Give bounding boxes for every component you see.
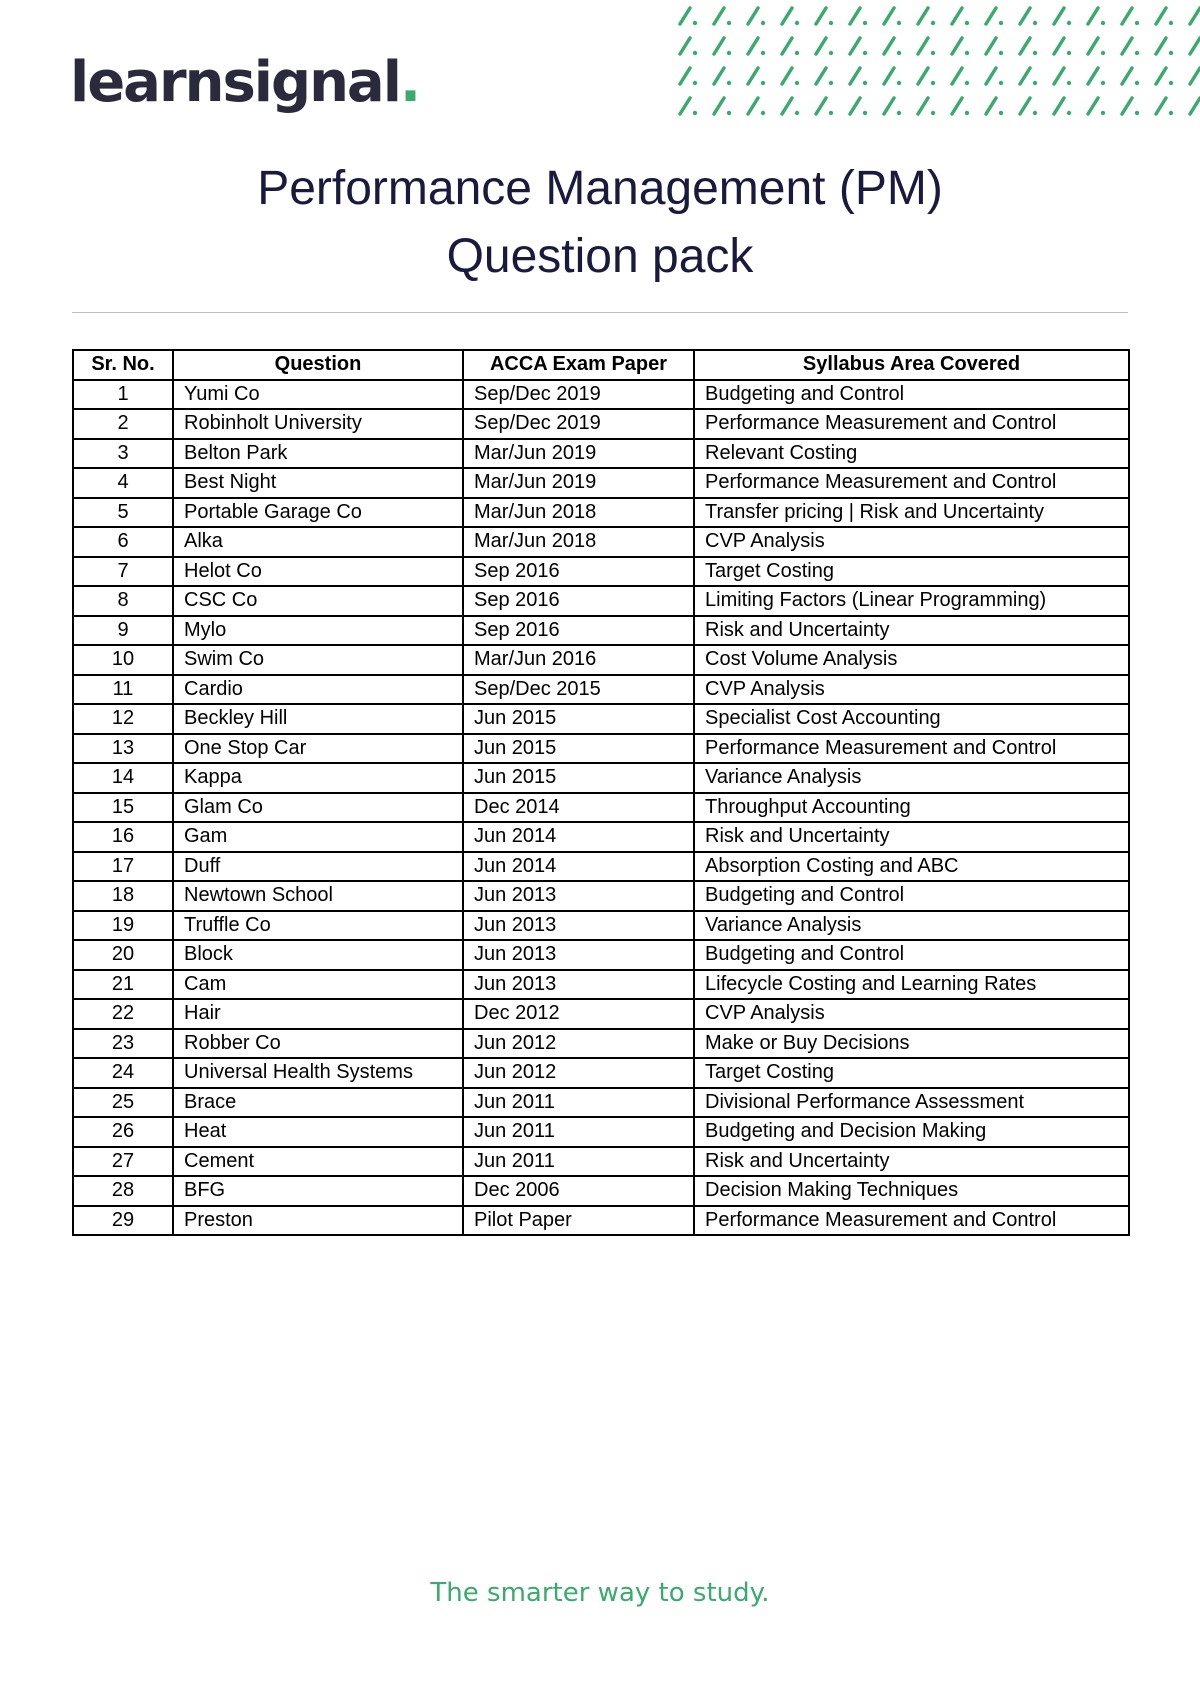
dot-mark	[931, 51, 935, 55]
table-row	[73, 1058, 1129, 1088]
dot-mark	[1067, 81, 1071, 85]
cell-syllabus-area: Divisional Performance Assessment	[694, 1088, 1129, 1118]
dot-mark	[1067, 21, 1071, 25]
header-sr-no: Sr. No.	[73, 350, 173, 380]
dot-mark	[965, 21, 969, 25]
cell-sr-no: 5	[73, 498, 173, 528]
cell-sr-no: 9	[73, 616, 173, 646]
cell-sr-no: 15	[73, 793, 173, 823]
cell-syllabus-area: Lifecycle Costing and Learning Rates	[694, 970, 1129, 1000]
table-row	[73, 734, 1129, 764]
slash-mark	[714, 68, 724, 84]
slash-mark	[1054, 8, 1064, 24]
dot-mark	[727, 111, 731, 115]
slash-mark	[918, 68, 928, 84]
slash-mark	[1190, 8, 1200, 24]
cell-question: Yumi Co	[173, 380, 463, 410]
slash-mark	[748, 38, 758, 54]
cell-exam-paper: Mar/Jun 2016	[463, 645, 694, 675]
slash-mark	[1122, 38, 1132, 54]
slash-mark	[850, 8, 860, 24]
dot-mark	[1101, 81, 1105, 85]
cell-sr-no: 16	[73, 822, 173, 852]
table-row	[73, 675, 1129, 705]
cell-exam-paper: Sep 2016	[463, 557, 694, 587]
dot-mark	[999, 81, 1003, 85]
cell-syllabus-area: Performance Measurement and Control	[694, 1206, 1129, 1236]
cell-exam-paper: Sep/Dec 2019	[463, 380, 694, 410]
cell-syllabus-area: Cost Volume Analysis	[694, 645, 1129, 675]
table-row	[73, 911, 1129, 941]
table-row	[73, 881, 1129, 911]
cell-sr-no: 10	[73, 645, 173, 675]
cell-question: Beckley Hill	[173, 704, 463, 734]
dot-mark	[931, 81, 935, 85]
slash-mark	[918, 98, 928, 114]
dot-mark	[727, 81, 731, 85]
table-row	[73, 439, 1129, 469]
cell-question: Best Night	[173, 468, 463, 498]
dot-mark	[999, 21, 1003, 25]
cell-sr-no: 14	[73, 763, 173, 793]
dot-mark	[931, 21, 935, 25]
cell-sr-no: 26	[73, 1117, 173, 1147]
dot-mark	[829, 51, 833, 55]
slash-mark	[1156, 68, 1166, 84]
cell-question: Truffle Co	[173, 911, 463, 941]
cell-exam-paper: Sep/Dec 2019	[463, 409, 694, 439]
slash-mark	[1156, 38, 1166, 54]
dot-mark	[829, 111, 833, 115]
cell-question: Newtown School	[173, 881, 463, 911]
slash-mark	[986, 38, 996, 54]
dot-mark	[965, 111, 969, 115]
slash-mark	[918, 38, 928, 54]
cell-question: BFG	[173, 1176, 463, 1206]
cell-sr-no: 24	[73, 1058, 173, 1088]
dot-mark	[897, 81, 901, 85]
cell-sr-no: 19	[73, 911, 173, 941]
cell-question: Universal Health Systems	[173, 1058, 463, 1088]
cell-syllabus-area: Specialist Cost Accounting	[694, 704, 1129, 734]
cell-sr-no: 6	[73, 527, 173, 557]
slash-mark	[1088, 38, 1098, 54]
cell-syllabus-area: Budgeting and Decision Making	[694, 1117, 1129, 1147]
slash-mark	[884, 68, 894, 84]
cell-syllabus-area: Performance Measurement and Control	[694, 734, 1129, 764]
cell-syllabus-area: Target Costing	[694, 1058, 1129, 1088]
dot-mark	[863, 81, 867, 85]
cell-exam-paper: Jun 2013	[463, 911, 694, 941]
dot-mark	[1101, 21, 1105, 25]
cell-exam-paper: Jun 2015	[463, 734, 694, 764]
cell-syllabus-area: Throughput Accounting	[694, 793, 1129, 823]
slash-mark	[714, 38, 724, 54]
cell-exam-paper: Jun 2012	[463, 1029, 694, 1059]
dot-mark	[795, 21, 799, 25]
dot-mark	[999, 51, 1003, 55]
cell-exam-paper: Sep/Dec 2015	[463, 675, 694, 705]
cell-exam-paper: Jun 2014	[463, 822, 694, 852]
cell-exam-paper: Jun 2015	[463, 763, 694, 793]
cell-question: Hair	[173, 999, 463, 1029]
table-row	[73, 763, 1129, 793]
cell-question: Robinholt University	[173, 409, 463, 439]
slash-mark	[850, 68, 860, 84]
dot-mark	[1067, 111, 1071, 115]
slash-mark	[1020, 38, 1030, 54]
slash-mark	[1190, 98, 1200, 114]
cell-exam-paper: Mar/Jun 2018	[463, 527, 694, 557]
table-row	[73, 1206, 1129, 1236]
table-row	[73, 704, 1129, 734]
cell-question: Belton Park	[173, 439, 463, 469]
cell-question: Alka	[173, 527, 463, 557]
slash-mark	[1020, 98, 1030, 114]
table-row	[73, 822, 1129, 852]
table-row	[73, 557, 1129, 587]
table-row	[73, 852, 1129, 882]
slash-mark	[1054, 68, 1064, 84]
table-row	[73, 970, 1129, 1000]
cell-question: Cardio	[173, 675, 463, 705]
slash-mark	[986, 98, 996, 114]
cell-syllabus-area: Budgeting and Control	[694, 380, 1129, 410]
cell-sr-no: 23	[73, 1029, 173, 1059]
table-body	[73, 380, 1129, 1236]
cell-exam-paper: Jun 2012	[463, 1058, 694, 1088]
cell-exam-paper: Mar/Jun 2018	[463, 498, 694, 528]
table-row	[73, 468, 1129, 498]
dot-mark	[1033, 111, 1037, 115]
cell-sr-no: 11	[73, 675, 173, 705]
dot-mark	[1169, 81, 1173, 85]
slash-mark	[714, 98, 724, 114]
slash-mark	[1088, 68, 1098, 84]
cell-exam-paper: Jun 2011	[463, 1147, 694, 1177]
dot-mark	[761, 21, 765, 25]
cell-exam-paper: Mar/Jun 2019	[463, 439, 694, 469]
table-row	[73, 1088, 1129, 1118]
dot-mark	[829, 81, 833, 85]
slash-mark	[952, 68, 962, 84]
cell-sr-no: 25	[73, 1088, 173, 1118]
logo-text: learnsignal	[70, 50, 400, 115]
dot-mark	[897, 21, 901, 25]
dot-mark	[829, 21, 833, 25]
dot-mark	[795, 111, 799, 115]
slash-mark	[1190, 38, 1200, 54]
cell-question: Glam Co	[173, 793, 463, 823]
cell-question: Block	[173, 940, 463, 970]
dot-mark	[795, 51, 799, 55]
table-row	[73, 645, 1129, 675]
slash-mark	[680, 8, 690, 24]
slash-mark	[850, 98, 860, 114]
table-row	[73, 1147, 1129, 1177]
dot-mark	[1135, 111, 1139, 115]
cell-question: Swim Co	[173, 645, 463, 675]
cell-exam-paper: Jun 2015	[463, 704, 694, 734]
question-table	[72, 349, 1130, 1236]
cell-question: Cam	[173, 970, 463, 1000]
dot-mark	[999, 111, 1003, 115]
cell-question: Cement	[173, 1147, 463, 1177]
header-question: Question	[173, 350, 463, 380]
table-row	[73, 409, 1129, 439]
dot-mark	[1135, 81, 1139, 85]
cell-question: CSC Co	[173, 586, 463, 616]
cell-syllabus-area: Risk and Uncertainty	[694, 1147, 1129, 1177]
slash-mark	[748, 8, 758, 24]
cell-exam-paper: Mar/Jun 2019	[463, 468, 694, 498]
cell-question: Heat	[173, 1117, 463, 1147]
cell-sr-no: 29	[73, 1206, 173, 1236]
cell-syllabus-area: CVP Analysis	[694, 999, 1129, 1029]
cell-sr-no: 27	[73, 1147, 173, 1177]
cell-sr-no: 3	[73, 439, 173, 469]
dot-mark	[1169, 111, 1173, 115]
slash-mark	[1020, 68, 1030, 84]
dot-mark	[965, 81, 969, 85]
cell-exam-paper: Sep 2016	[463, 616, 694, 646]
footer-tagline: The smarter way to study.	[430, 1578, 770, 1608]
dot-mark	[1033, 51, 1037, 55]
cell-syllabus-area: Variance Analysis	[694, 763, 1129, 793]
cell-syllabus-area: CVP Analysis	[694, 527, 1129, 557]
dot-mark	[897, 111, 901, 115]
dot-mark	[1169, 51, 1173, 55]
slash-mark	[816, 38, 826, 54]
dot-mark	[761, 111, 765, 115]
table-row	[73, 940, 1129, 970]
cell-exam-paper: Jun 2013	[463, 940, 694, 970]
cell-sr-no: 18	[73, 881, 173, 911]
table-row	[73, 1029, 1129, 1059]
table-row	[73, 380, 1129, 410]
dot-mark	[897, 51, 901, 55]
cell-syllabus-area: Transfer pricing | Risk and Uncertainty	[694, 498, 1129, 528]
cell-sr-no: 4	[73, 468, 173, 498]
cell-syllabus-area: Target Costing	[694, 557, 1129, 587]
cell-syllabus-area: Budgeting and Control	[694, 940, 1129, 970]
slash-mark	[816, 68, 826, 84]
dot-mark	[727, 51, 731, 55]
cell-exam-paper: Jun 2014	[463, 852, 694, 882]
decorative-slash-pattern	[670, 0, 1200, 130]
cell-sr-no: 7	[73, 557, 173, 587]
dot-mark	[693, 21, 697, 25]
cell-sr-no: 28	[73, 1176, 173, 1206]
dot-mark	[863, 111, 867, 115]
dot-mark	[693, 51, 697, 55]
dot-mark	[795, 81, 799, 85]
cell-exam-paper: Dec 2014	[463, 793, 694, 823]
slash-mark	[782, 98, 792, 114]
cell-sr-no: 21	[73, 970, 173, 1000]
cell-syllabus-area: Budgeting and Control	[694, 881, 1129, 911]
cell-syllabus-area: Risk and Uncertainty	[694, 822, 1129, 852]
cell-question: Portable Garage Co	[173, 498, 463, 528]
slash-mark	[782, 38, 792, 54]
title-divider	[72, 312, 1128, 313]
slash-mark	[1088, 8, 1098, 24]
title-line-2: Question pack	[446, 230, 754, 283]
slash-mark	[884, 38, 894, 54]
cell-question: Gam	[173, 822, 463, 852]
slash-mark	[1156, 98, 1166, 114]
cell-exam-paper: Pilot Paper	[463, 1206, 694, 1236]
cell-sr-no: 2	[73, 409, 173, 439]
cell-question: One Stop Car	[173, 734, 463, 764]
table-row	[73, 793, 1129, 823]
cell-syllabus-area: Decision Making Techniques	[694, 1176, 1129, 1206]
cell-exam-paper: Dec 2006	[463, 1176, 694, 1206]
cell-question: Duff	[173, 852, 463, 882]
learnsignal-logo	[70, 50, 419, 115]
slash-mark	[782, 68, 792, 84]
slash-mark	[986, 8, 996, 24]
cell-syllabus-area: Limiting Factors (Linear Programming)	[694, 586, 1129, 616]
dot-mark	[693, 81, 697, 85]
slash-mark	[680, 38, 690, 54]
dot-mark	[931, 111, 935, 115]
cell-sr-no: 8	[73, 586, 173, 616]
slash-mark	[748, 68, 758, 84]
dot-mark	[1033, 21, 1037, 25]
slash-mark	[986, 68, 996, 84]
slash-mark	[1156, 8, 1166, 24]
slash-mark	[952, 98, 962, 114]
dot-mark	[1135, 21, 1139, 25]
cell-exam-paper: Jun 2013	[463, 970, 694, 1000]
slash-mark	[1020, 8, 1030, 24]
cell-sr-no: 20	[73, 940, 173, 970]
dot-mark	[1169, 21, 1173, 25]
slash-mark	[714, 8, 724, 24]
dot-mark	[1101, 51, 1105, 55]
cell-question: Helot Co	[173, 557, 463, 587]
dot-mark	[863, 21, 867, 25]
cell-sr-no: 17	[73, 852, 173, 882]
table-row	[73, 498, 1129, 528]
slash-mark	[1122, 98, 1132, 114]
slash-mark	[1122, 8, 1132, 24]
dot-mark	[1101, 111, 1105, 115]
cell-syllabus-area: Risk and Uncertainty	[694, 616, 1129, 646]
table-row	[73, 586, 1129, 616]
slash-mark	[850, 38, 860, 54]
logo-dot: .	[399, 50, 420, 115]
table-row	[73, 1176, 1129, 1206]
slash-mark	[680, 98, 690, 114]
dot-mark	[727, 21, 731, 25]
cell-question: Robber Co	[173, 1029, 463, 1059]
dot-mark	[1135, 51, 1139, 55]
dot-mark	[863, 51, 867, 55]
cell-question: Brace	[173, 1088, 463, 1118]
slash-mark	[884, 98, 894, 114]
dot-mark	[965, 51, 969, 55]
dot-mark	[693, 111, 697, 115]
table-row	[73, 616, 1129, 646]
cell-sr-no: 13	[73, 734, 173, 764]
cell-exam-paper: Jun 2011	[463, 1088, 694, 1118]
slash-mark	[680, 68, 690, 84]
table-row	[73, 1117, 1129, 1147]
cell-sr-no: 22	[73, 999, 173, 1029]
cell-question: Kappa	[173, 763, 463, 793]
slash-mark	[1190, 68, 1200, 84]
cell-syllabus-area: CVP Analysis	[694, 675, 1129, 705]
cell-sr-no: 12	[73, 704, 173, 734]
page-title	[0, 155, 1200, 291]
slash-mark	[1122, 68, 1132, 84]
cell-exam-paper: Jun 2011	[463, 1117, 694, 1147]
cell-syllabus-area: Performance Measurement and Control	[694, 409, 1129, 439]
cell-exam-paper: Jun 2013	[463, 881, 694, 911]
table-header-row	[73, 350, 1129, 380]
cell-syllabus-area: Performance Measurement and Control	[694, 468, 1129, 498]
slash-mark	[918, 8, 928, 24]
dot-mark	[761, 51, 765, 55]
cell-question: Preston	[173, 1206, 463, 1236]
slash-mark	[816, 98, 826, 114]
header-syllabus-area: Syllabus Area Covered	[694, 350, 1129, 380]
cell-syllabus-area: Absorption Costing and ABC	[694, 852, 1129, 882]
cell-question: Mylo	[173, 616, 463, 646]
slash-mark	[1054, 38, 1064, 54]
slash-mark	[816, 8, 826, 24]
slash-mark	[952, 38, 962, 54]
cell-syllabus-area: Variance Analysis	[694, 911, 1129, 941]
slash-mark	[1054, 98, 1064, 114]
slash-mark	[782, 8, 792, 24]
slash-mark	[1088, 98, 1098, 114]
cell-exam-paper: Sep 2016	[463, 586, 694, 616]
cell-sr-no: 1	[73, 380, 173, 410]
slash-mark	[884, 8, 894, 24]
dot-mark	[1067, 51, 1071, 55]
table-row	[73, 999, 1129, 1029]
dot-mark	[1033, 81, 1037, 85]
cell-syllabus-area: Make or Buy Decisions	[694, 1029, 1129, 1059]
slash-mark	[748, 98, 758, 114]
title-line-1: Performance Management (PM)	[257, 162, 943, 215]
cell-exam-paper: Dec 2012	[463, 999, 694, 1029]
table-row	[73, 527, 1129, 557]
dot-mark	[761, 81, 765, 85]
slash-mark	[952, 8, 962, 24]
cell-syllabus-area: Relevant Costing	[694, 439, 1129, 469]
header-exam-paper: ACCA Exam Paper	[463, 350, 694, 380]
